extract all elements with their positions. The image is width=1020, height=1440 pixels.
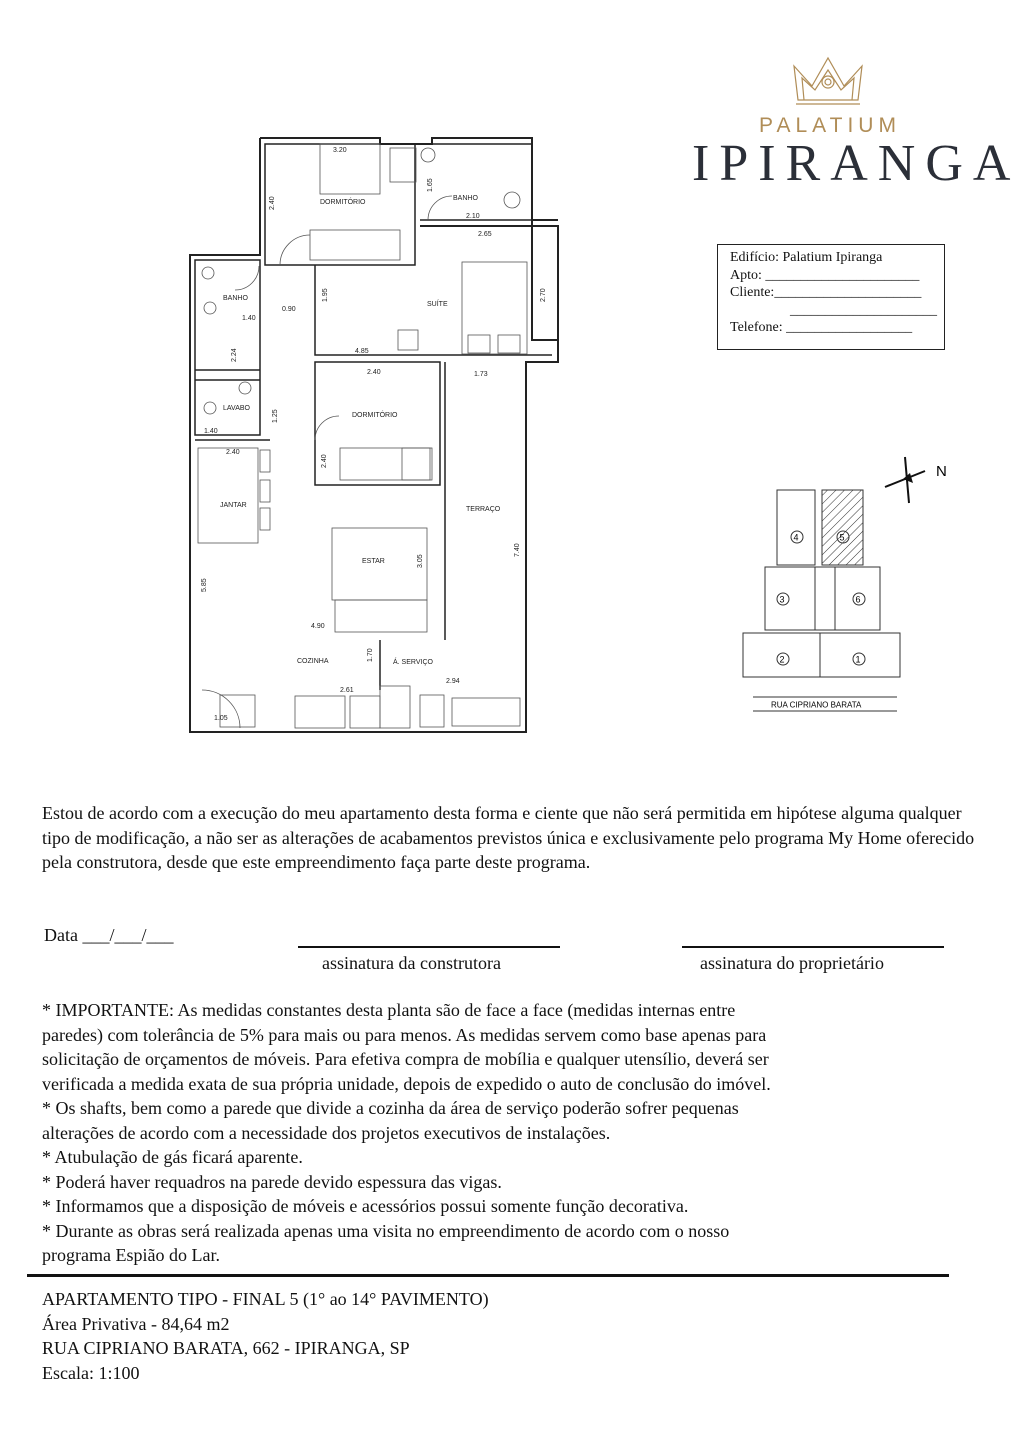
dimension-label: 1.95: [322, 288, 329, 302]
dimension-label: 2.24: [231, 348, 238, 362]
note-line: * Os shafts, bem como a parede que divide a cozinha da área de serviço poderão sofrer pequenas: [42, 1098, 739, 1118]
north-label: N: [936, 463, 947, 480]
north-arrow-icon: [885, 457, 925, 503]
unit-number: 1: [855, 654, 861, 665]
room-label-lavabo: LAVABO: [223, 405, 250, 412]
dimension-label: 2.94: [446, 678, 460, 685]
unit-number: 5: [839, 532, 845, 543]
note-line: * Poderá haver requadros na parede devido espessura das vigas.: [42, 1171, 502, 1192]
dimension-label: 2.70: [540, 288, 547, 302]
unit-number: 3: [779, 594, 785, 605]
brand-main-text: IPIRANGA: [692, 135, 1020, 192]
dimension-label: 4.90: [311, 623, 325, 630]
builder-signature-label: assinatura da construtora: [322, 953, 501, 973]
key-plan: [735, 455, 960, 720]
dimension-label: 3.05: [417, 554, 424, 568]
dimension-label: 1.25: [272, 409, 279, 423]
dimension-label: 2.40: [269, 196, 276, 210]
room-label-suite: SUÍTE: [427, 301, 448, 308]
room-label-banho-2: BANHO: [223, 295, 248, 302]
dimension-label: 1.65: [427, 178, 434, 192]
apartment-field: Apto: ______________________: [730, 267, 920, 283]
room-label-estar: ESTAR: [362, 558, 385, 565]
dimension-label: 7.40: [514, 543, 521, 557]
note-line: * IMPORTANTE: As medidas constantes desta planta são de face a face (medidas internas entre: [42, 1000, 736, 1020]
room-label-jantar: JANTAR: [220, 502, 247, 509]
client-field-line2: _____________________: [790, 302, 937, 318]
footer-info: [42, 1287, 489, 1385]
agreement-text: Estou de acordo com a execução do meu apartamento desta forma e ciente que não será permitida em hipótese alguma qualquer tipo de modificação, a não ser as alterações de acabamentos previstos única e exclusivamente pelo programa My Home oferecido pela construtora, desde que este empreendimento faça parte deste programa.: [42, 803, 975, 872]
dimension-label: 1.05: [214, 715, 228, 722]
dimension-label: 4.85: [355, 348, 369, 355]
note-line: alterações de acordo com a necessidade dos projetos executivos de instalações.: [42, 1122, 611, 1143]
floor-plan-drawing: [180, 130, 547, 740]
important-notes: [42, 998, 982, 1268]
room-label-terraco: TERRAÇO: [466, 506, 501, 513]
dimension-label: 2.40: [367, 369, 381, 376]
key-plan-drawing: [735, 455, 960, 720]
brand-top-text: PALATIUM: [759, 114, 901, 137]
note-line: paredes) com tolerância de 5% para mais ou para menos. As medidas servem como base apenas para: [42, 1024, 767, 1045]
phone-field: Telefone: __________________: [730, 320, 913, 335]
dimension-label: 2.10: [466, 213, 480, 220]
building-field: Edifício: Palatium Ipiranga: [730, 250, 883, 265]
dimension-label: 2.40: [321, 454, 328, 468]
room-label-dormitorio-1: DORMITÓRIO: [320, 199, 366, 206]
apartment-type: APARTAMENTO TIPO - FINAL 5 (1° ao 14° PAVIMENTO): [42, 1289, 489, 1309]
dimension-label: 1.40: [204, 428, 218, 435]
scale: Escala: 1:100: [42, 1362, 140, 1383]
address: RUA CIPRIANO BARATA, 662 - IPIRANGA, SP: [42, 1338, 410, 1358]
dimension-label: 2.65: [478, 231, 492, 238]
crown-logo-icon: [788, 52, 868, 110]
dimension-label: 2.61: [340, 687, 354, 694]
note-line: * Informamos que a disposição de móveis e acessórios possui somente função decorativa.: [42, 1196, 689, 1216]
room-label-cozinha: COZINHA: [297, 658, 329, 665]
floor-plan: [180, 130, 547, 740]
note-line: solicitação de orçamentos de móveis. Para efetiva compra de mobília e qualquer utensílio, deverá ser: [42, 1049, 769, 1069]
note-line: * Atubulação de gás ficará aparente.: [42, 1147, 303, 1167]
unit-number: 4: [793, 532, 799, 543]
dimension-label: 1.73: [474, 371, 488, 378]
private-area: Área Privativa - 84,64 m2: [42, 1313, 230, 1334]
owner-signature-label: assinatura do proprietário: [700, 953, 884, 973]
street-label: RUA CIPRIANO BARATA: [771, 700, 862, 710]
dimension-label: 1.40: [242, 315, 256, 322]
builder-signature-line: [298, 946, 560, 948]
room-label-banho-1: BANHO: [453, 195, 478, 202]
owner-signature-line: [682, 946, 944, 948]
dimension-label: 0.90: [282, 306, 296, 313]
dimension-label: 3.20: [333, 147, 347, 154]
note-line: verificada a medida exata de sua própria unidade, depois de expedido o auto de conclusão do imóvel.: [42, 1073, 771, 1094]
unit-info-box: [717, 244, 945, 350]
unit-number: 2: [779, 654, 785, 665]
note-line: programa Espião do Lar.: [42, 1245, 220, 1265]
room-label-area-servico: Á. SERVIÇO: [393, 659, 433, 666]
footer-divider: [27, 1274, 949, 1277]
dimension-label: 1.70: [367, 648, 374, 662]
dimension-label: 2.40: [226, 449, 240, 456]
dimension-label: 5.85: [201, 578, 208, 592]
unit-number: 6: [855, 594, 861, 605]
date-field: Data ___/___/___: [44, 925, 174, 945]
note-line: * Durante as obras será realizada apenas uma visita no empreendimento de acordo com o nosso: [42, 1220, 730, 1241]
client-field: Cliente:_____________________: [730, 285, 922, 300]
room-label-dormitorio-2: DORMITÓRIO: [352, 412, 398, 419]
